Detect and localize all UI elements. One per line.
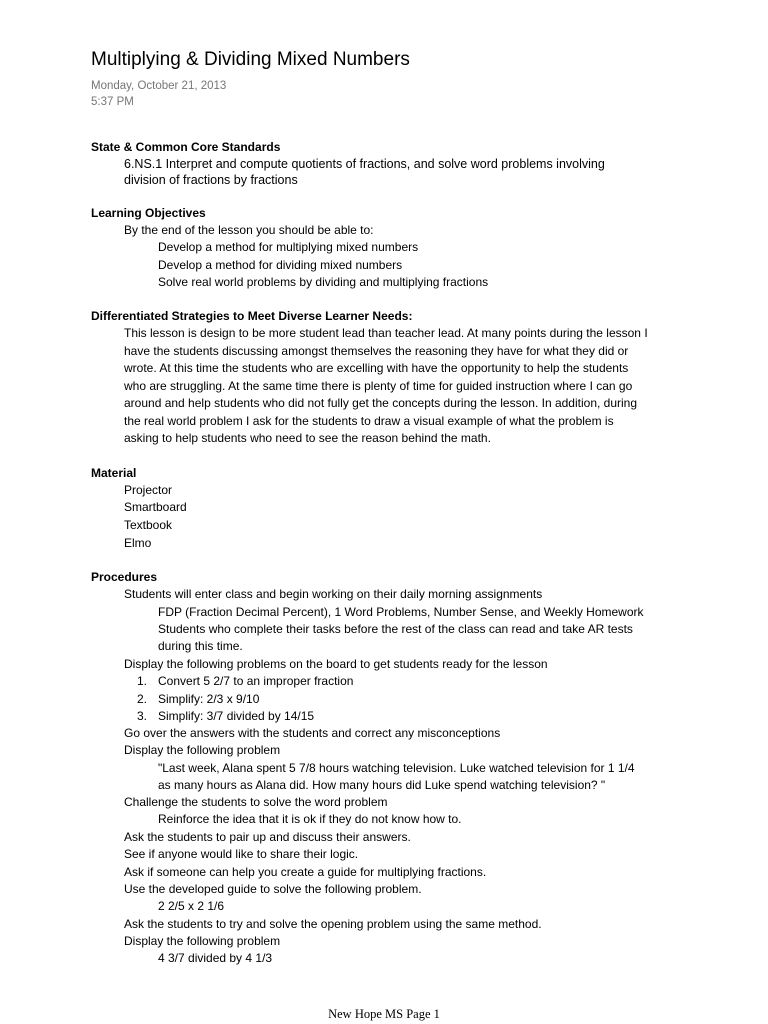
procedure-step: Use the developed guide to solve the following problem. (124, 882, 422, 896)
objectives-heading: Learning Objectives (91, 206, 206, 220)
procedures-heading: Procedures (91, 570, 158, 584)
list-number: 3. (137, 709, 148, 723)
standards-heading: State & Common Core Standards (91, 140, 281, 154)
word-problem-line: "Last week, Alana spent 5 7/8 hours watching television. Luke watched television for 1 1/4 (158, 761, 635, 775)
procedure-substep: 2 2/5 x 2 1/6 (158, 899, 225, 913)
objective-item: Solve real world problems by dividing and multiplying fractions (158, 275, 489, 289)
procedure-step: Display the following problems on the board to get students ready for the lesson (124, 657, 548, 671)
procedure-step: See if anyone would like to share their logic. (124, 847, 359, 861)
procedure-step: Ask if someone can help you create a guide for multiplying fractions. (124, 865, 487, 879)
note-time: 5:37 PM (91, 96, 134, 108)
note-date: Monday, October 21, 2013 (91, 80, 227, 92)
page-footer: New Hope MS Page 1 (328, 1007, 440, 1021)
material-item: Elmo (124, 536, 152, 550)
objective-item: Develop a method for multiplying mixed numbers (158, 240, 419, 254)
procedure-step: Display the following problem (124, 743, 281, 757)
strategies-line: around and help students who did not fully get the concepts during the lesson. In addition, during (124, 396, 638, 410)
list-item: Convert 5 2/7 to an improper fraction (158, 674, 354, 688)
standard-line-1: 6.NS.1 Interpret and compute quotients of fractions, and solve word problems involving (124, 157, 605, 171)
word-problem-line: as many hours as Alana did. How many hours did Luke spend watching television? " (158, 778, 606, 792)
strategies-line: who are struggling. At the same time there is plenty of time for guided instruction where I can go (124, 379, 633, 393)
strategies-line: wrote. At this time the students who are excelling with have the opportunity to help the students (124, 361, 629, 375)
material-heading: Material (91, 466, 137, 480)
material-item: Smartboard (124, 500, 187, 514)
objective-item: Develop a method for dividing mixed numbers (158, 258, 403, 272)
page-title: Multiplying & Dividing Mixed Numbers (91, 49, 410, 70)
list-item: Simplify: 2/3 x 9/10 (158, 692, 260, 706)
list-item: Simplify: 3/7 divided by 14/15 (158, 709, 315, 723)
procedure-step: Go over the answers with the students and correct any misconceptions (124, 726, 501, 740)
procedure-substep: FDP (Fraction Decimal Percent), 1 Word Problems, Number Sense, and Weekly Homework (158, 605, 644, 619)
strategies-line: asking to help students who need to see the reason behind the math. (124, 431, 491, 445)
strategies-line: have the students discussing amongst themselves the reasoning they have for what they did or (124, 344, 629, 358)
list-number: 1. (137, 674, 148, 688)
objectives-intro: By the end of the lesson you should be able to: (124, 223, 374, 237)
procedure-substep: during this time. (158, 639, 243, 653)
procedure-step: Challenge the students to solve the word problem (124, 795, 388, 809)
material-item: Projector (124, 483, 173, 497)
procedure-step: Students will enter class and begin working on their daily morning assignments (124, 587, 543, 601)
strategies-line: This lesson is design to be more student lead than teacher lead. At many points during the lesson I (124, 326, 648, 340)
procedure-step: Display the following problem (124, 934, 281, 948)
procedure-substep: Reinforce the idea that it is ok if they do not know how to. (158, 812, 462, 826)
strategies-line: the real world problem I ask for the students to draw a visual example of what the problem is (124, 414, 614, 428)
list-number: 2. (137, 692, 148, 706)
procedure-step: Ask the students to pair up and discuss their answers. (124, 830, 411, 844)
strategies-heading: Differentiated Strategies to Meet Diverse Learner Needs: (91, 309, 413, 323)
material-item: Textbook (124, 518, 173, 532)
procedure-step: Ask the students to try and solve the opening problem using the same method. (124, 917, 542, 931)
procedure-substep: Students who complete their tasks before the rest of the class can read and take AR tests (158, 622, 633, 636)
procedure-substep: 4 3/7 divided by 4 1/3 (158, 951, 273, 965)
standard-line-2: division of fractions by fractions (124, 173, 298, 187)
